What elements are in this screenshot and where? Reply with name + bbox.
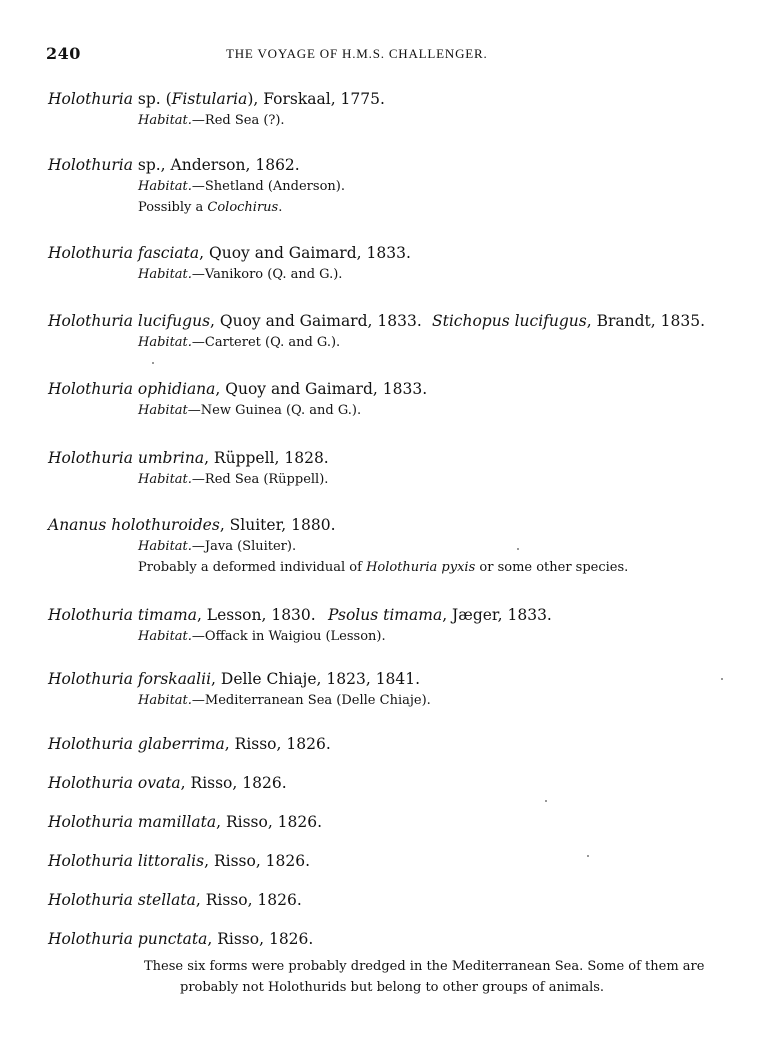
habitat-line: Habitat.—Carteret (Q. and G.). <box>138 335 341 350</box>
habitat-line: Habitat.—Java (Sluiter). <box>138 539 297 554</box>
species-entry <box>48 514 748 578</box>
species-name: Holothuria mamillata, Risso, 1826. <box>48 813 323 831</box>
species-entry <box>48 604 748 647</box>
species-entry <box>48 242 748 285</box>
species-entry <box>48 733 748 755</box>
species-entry <box>48 850 748 872</box>
print-speck <box>517 548 519 550</box>
habitat-line: Habitat—New Guinea (Q. and G.). <box>138 403 362 418</box>
habitat-line: Habitat.—Shetland (Anderson). <box>138 179 345 194</box>
species-name: Holothuria umbrina, Rüppell, 1828. <box>48 449 329 467</box>
species-entry <box>48 772 748 794</box>
page-header <box>46 44 736 68</box>
species-entry <box>48 811 748 833</box>
synonym: Stichopus lucifugus, Brandt, 1835. <box>432 312 706 330</box>
remark-line: Probably a deformed individual of Holothuria pyxis or some other species. <box>138 560 629 575</box>
species-entry <box>48 88 748 131</box>
species-entry <box>48 378 748 421</box>
species-name: Holothuria fasciata, Quoy and Gaimard, 1833. <box>48 244 411 262</box>
species-name: Holothuria ovata, Risso, 1826. <box>48 774 287 792</box>
species-entry <box>48 154 748 218</box>
habitat-line: Habitat.—Mediterranean Sea (Delle Chiaje). <box>138 693 431 708</box>
species-name: Holothuria sp. (Fistularia), Forskaal, 1775. <box>48 90 385 108</box>
habitat-line: Habitat.—Vanikoro (Q. and G.). <box>138 267 343 282</box>
habitat-line: Habitat.—Red Sea (Rüppell). <box>138 472 329 487</box>
species-name: Holothuria littoralis, Risso, 1826. <box>48 852 311 870</box>
species-name: Holothuria stellata, Risso, 1826. <box>48 891 302 909</box>
footnote-paragraph <box>144 956 744 998</box>
species-name: Holothuria forskaalii, Delle Chiaje, 1823, 1841. <box>48 670 421 688</box>
species-entry <box>48 310 748 353</box>
footnote-line: These six forms were probably dredged in the Mediterranean Sea. Some of them are <box>144 959 705 974</box>
species-entry <box>48 447 748 490</box>
print-speck <box>152 362 154 364</box>
print-speck <box>721 678 723 680</box>
species-name: Holothuria sp., Anderson, 1862. <box>48 156 300 174</box>
species-name: Ananus holothuroides, Sluiter, 1880. <box>48 516 336 534</box>
print-speck <box>545 800 547 802</box>
footnote-line: probably not Holothurids but belong to other groups of animals. <box>180 980 605 995</box>
habitat-line: Habitat.—Red Sea (?). <box>138 113 285 128</box>
habitat-line: Habitat.—Offack in Waigiou (Lesson). <box>138 629 386 644</box>
page-number: 240 <box>46 44 81 63</box>
species-entry <box>48 668 748 711</box>
species-name: Holothuria timama, Lesson, 1830. Psolus timama, Jæger, 1833. <box>48 606 552 624</box>
running-title: THE VOYAGE OF H.M.S. CHALLENGER. <box>226 46 488 61</box>
species-name: Holothuria punctata, Risso, 1826. <box>48 930 314 948</box>
print-speck <box>587 855 589 857</box>
synonym: Psolus timama, Jæger, 1833. <box>328 606 552 624</box>
species-name: Holothuria lucifugus, Quoy and Gaimard, 1833. Stichopus lucifugus, Brandt, 1835. <box>48 312 706 330</box>
species-name: Holothuria glaberrima, Risso, 1826. <box>48 735 331 753</box>
species-name: Holothuria ophidiana, Quoy and Gaimard, 1833. <box>48 380 428 398</box>
species-entry <box>48 889 748 911</box>
remark-line: Possibly a Colochirus. <box>138 200 283 215</box>
species-entry <box>48 928 748 950</box>
